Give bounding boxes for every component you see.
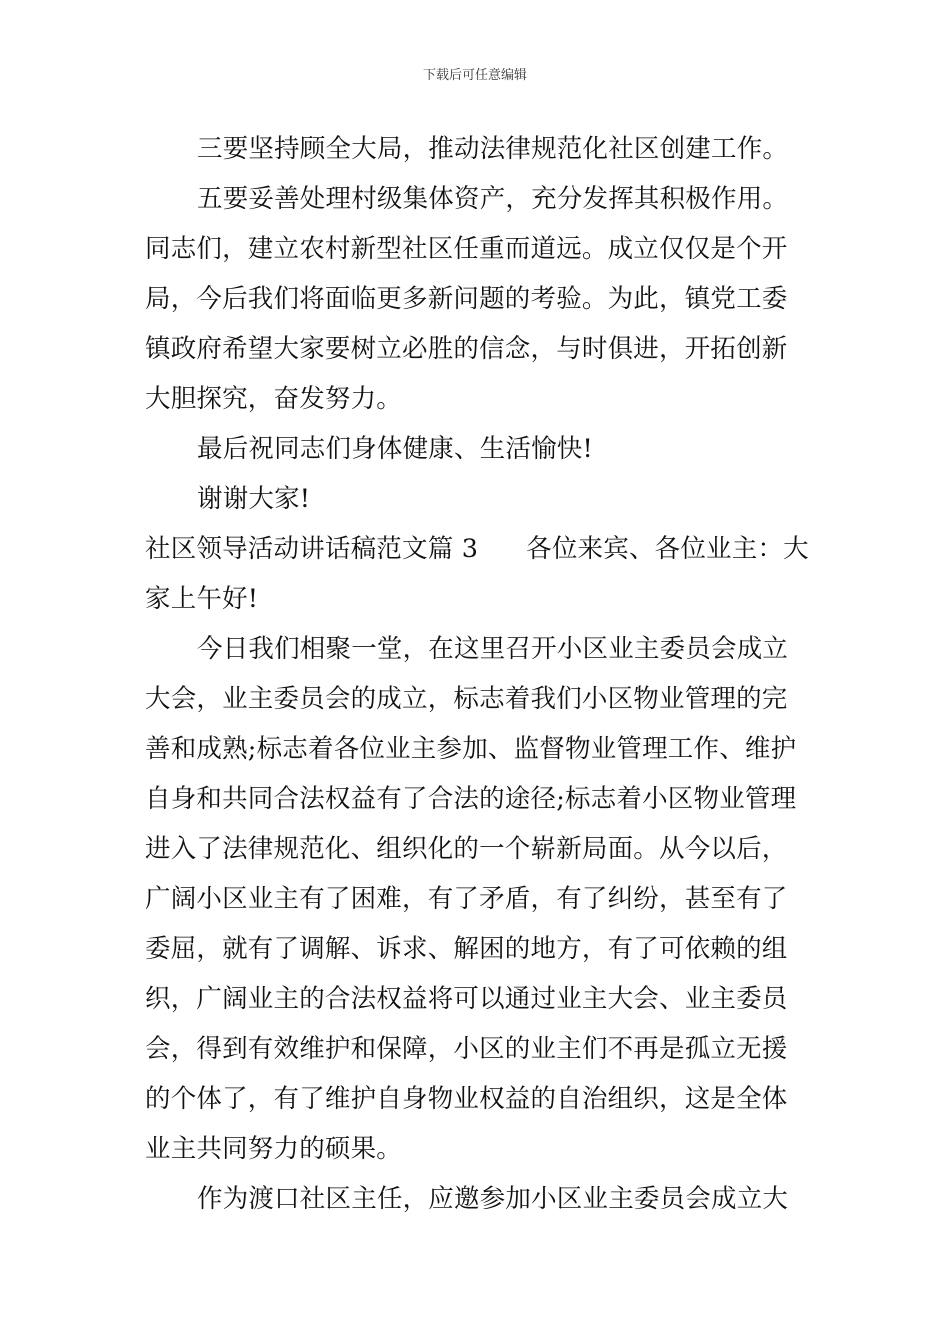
paragraph-line: 业主共同努力的硕果。 (145, 1134, 403, 1164)
paragraph-line: 谢谢大家! (197, 484, 311, 514)
paragraph-line: 织，广阔业主的合法权益将可以通过业主大会、业主委员 (145, 984, 788, 1014)
greeting-text: 各位来宾、各位业主：大 (526, 534, 809, 564)
document-body (145, 124, 807, 1224)
paragraph-line: 家上午好! (145, 584, 259, 614)
page-header-note: 下载后可任意编辑 (422, 68, 527, 83)
paragraph-line: 委屈，就有了调解、诉求、解困的地方，有了可依赖的组 (145, 934, 788, 964)
paragraph-line: 镇政府希望大家要树立必胜的信念，与时俱进，开拓创新 (145, 334, 788, 364)
paragraph-line: 自身和共同合法权益有了合法的途径;标志着小区物业管理 (145, 784, 797, 814)
section-heading-line (145, 524, 807, 574)
paragraph-line: 善和成熟;标志着各位业主参加、监督物业管理工作、维护 (145, 734, 797, 764)
paragraph-line: 广阔小区业主有了困难，有了矛盾，有了纠纷，甚至有了 (145, 884, 788, 914)
section-title: 社区领导活动讲话稿范文篇 3 (145, 534, 479, 564)
paragraph-line: 进入了法律规范化、组织化的一个崭新局面。从今以后， (145, 834, 788, 864)
paragraph-line: 会，得到有效维护和保障，小区的业主们不再是孤立无援 (145, 1034, 788, 1064)
paragraph-line: 三要坚持顾全大局，推动法律规范化社区创建工作。 (197, 134, 789, 164)
paragraph-line: 同志们，建立农村新型社区任重而道远。成立仅仅是个开 (145, 234, 788, 264)
paragraph-line: 作为渡口社区主任，应邀参加小区业主委员会成立大 (197, 1184, 789, 1214)
paragraph-line: 大胆探究，奋发努力。 (145, 384, 403, 414)
paragraph-line: 最后祝同志们身体健康、生活愉快! (197, 434, 593, 464)
paragraph-line: 的个体了，有了维护自身物业权益的自治组织，这是全体 (145, 1084, 788, 1114)
paragraph-line: 局，今后我们将面临更多新问题的考验。为此，镇党工委 (145, 284, 788, 314)
paragraph-line: 五要妥善处理村级集体资产，充分发挥其积极作用。 (197, 184, 789, 214)
paragraph-line: 今日我们相聚一堂，在这里召开小区业主委员会成立 (197, 634, 789, 664)
paragraph-line: 大会，业主委员会的成立，标志着我们小区物业管理的完 (145, 684, 788, 714)
